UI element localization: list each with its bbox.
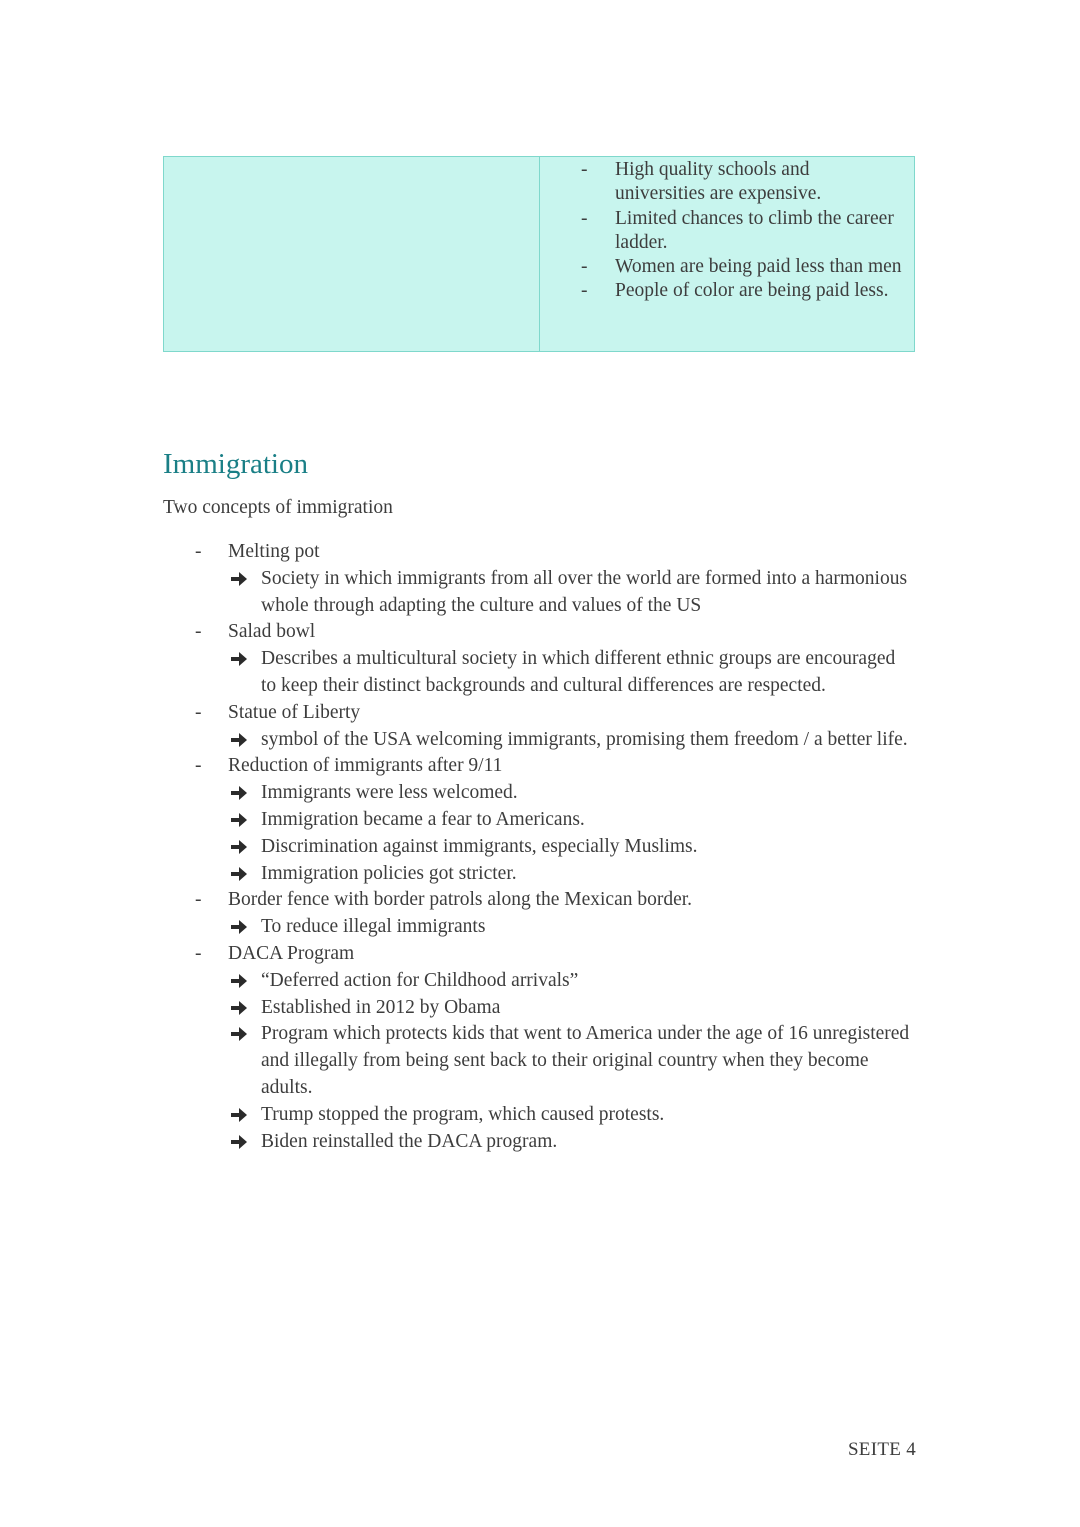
sub-item-text: To reduce illegal immigrants bbox=[261, 916, 486, 938]
list-item-text: Border fence with border patrols along the Mexican border. bbox=[228, 889, 693, 911]
sub-item-text: Biden reinstalled the DACA program. bbox=[261, 1130, 558, 1152]
dash-marker: - bbox=[581, 256, 588, 278]
dash-marker: - bbox=[581, 207, 588, 229]
sub-item-text: Program which protects kids that went to America under the age of 16 unregistered and illegally from being sent back to their original country when they become adults. bbox=[261, 1023, 910, 1098]
sub-list-item bbox=[0, 968, 1080, 995]
sub-item-text: symbol of the USA welcoming immigrants, promising them freedom / a better life. bbox=[261, 728, 908, 750]
table bbox=[163, 156, 915, 352]
right-arrow-icon bbox=[229, 997, 249, 1019]
dash-marker: - bbox=[195, 942, 202, 964]
list-item bbox=[0, 941, 1080, 1155]
right-arrow-icon bbox=[229, 970, 249, 992]
right-arrow-icon bbox=[229, 568, 249, 590]
section-intro: Two concepts of immigration bbox=[163, 497, 393, 518]
dash-marker: - bbox=[581, 280, 588, 302]
table-list-item bbox=[540, 255, 914, 279]
list-item-text: Reduction of immigrants after 9/11 bbox=[228, 755, 503, 777]
right-arrow-icon bbox=[229, 729, 249, 751]
sub-list-item bbox=[0, 861, 1080, 888]
section-title: Immigration bbox=[163, 448, 308, 480]
dash-marker: - bbox=[195, 621, 202, 643]
right-arrow-icon bbox=[229, 916, 249, 938]
immigration-list bbox=[0, 539, 1080, 1155]
list-item bbox=[0, 700, 1080, 754]
sub-list bbox=[0, 646, 1080, 700]
sub-item-text: Established in 2012 by Obama bbox=[261, 996, 501, 1018]
sub-item-text: Trump stopped the program, which caused protests. bbox=[261, 1103, 665, 1125]
list-item-text: Salad bowl bbox=[228, 621, 316, 643]
table-item-text: People of color are being paid less. bbox=[615, 280, 889, 302]
list-item bbox=[0, 753, 1080, 887]
dash-marker: - bbox=[195, 755, 202, 777]
sub-item-text: Immigration policies got stricter. bbox=[261, 862, 517, 884]
right-arrow-icon bbox=[229, 809, 249, 831]
sub-list-item bbox=[0, 1102, 1080, 1129]
sub-item-text: Describes a multicultural society in which different ethnic groups are encouraged to keep their distinct backgrounds and cultural differences are respected. bbox=[261, 648, 896, 696]
sub-list-item bbox=[0, 834, 1080, 861]
dash-marker: - bbox=[195, 701, 202, 723]
right-arrow-icon bbox=[229, 782, 249, 804]
sub-list-item bbox=[0, 646, 1080, 700]
sub-list bbox=[0, 727, 1080, 754]
sub-list-item bbox=[0, 995, 1080, 1022]
list-item bbox=[0, 619, 1080, 699]
sub-item-text: Immigration became a fear to Americans. bbox=[261, 808, 585, 830]
right-arrow-icon bbox=[229, 836, 249, 858]
right-arrow-icon bbox=[229, 648, 249, 670]
sub-list-item bbox=[0, 1129, 1080, 1156]
table-list-item bbox=[540, 279, 914, 303]
list-item bbox=[0, 539, 1080, 619]
list-item-label bbox=[0, 700, 1080, 727]
table-item-text: Women are being paid less than men bbox=[615, 256, 902, 278]
list-item-text: Melting pot bbox=[228, 541, 320, 562]
sub-list-item bbox=[0, 1021, 1080, 1101]
sub-item-text: “Deferred action for Childhood arrivals” bbox=[261, 969, 579, 991]
list-item-label bbox=[0, 539, 1080, 566]
dash-marker: - bbox=[195, 541, 202, 562]
sub-list-item bbox=[0, 727, 1080, 754]
table-item-text: Limited chances to climb the career ladder. bbox=[615, 207, 894, 253]
sub-list-item bbox=[0, 807, 1080, 834]
list-item-label bbox=[0, 887, 1080, 914]
table-cell-left bbox=[164, 157, 540, 351]
list-item-text: Statue of Liberty bbox=[228, 701, 361, 723]
list-item-label bbox=[0, 619, 1080, 646]
sub-list-item bbox=[0, 914, 1080, 941]
table-list-item bbox=[540, 207, 914, 256]
table-cell-right bbox=[540, 157, 914, 351]
sub-list bbox=[0, 914, 1080, 941]
list-item-label bbox=[0, 753, 1080, 780]
right-arrow-icon bbox=[229, 1131, 249, 1153]
list-item bbox=[0, 887, 1080, 941]
sub-list bbox=[0, 968, 1080, 1156]
right-arrow-icon bbox=[229, 1104, 249, 1126]
table-item-text: High quality schools and universities are expensive. bbox=[615, 159, 822, 205]
sub-item-text: Discrimination against immigrants, especially Muslims. bbox=[261, 835, 698, 857]
list-item-label bbox=[0, 941, 1080, 968]
dash-marker: - bbox=[581, 159, 588, 180]
right-arrow-icon bbox=[229, 863, 249, 885]
table-list-item bbox=[540, 158, 914, 207]
page-number: SEITE 4 bbox=[847, 1439, 916, 1460]
right-arrow-icon bbox=[229, 1023, 249, 1045]
sub-item-text: Immigrants were less welcomed. bbox=[261, 782, 518, 804]
sub-list bbox=[0, 780, 1080, 887]
table-bullet-list bbox=[540, 158, 914, 304]
sub-list-item bbox=[0, 566, 1080, 620]
sub-list bbox=[0, 566, 1080, 620]
list-item-text: DACA Program bbox=[228, 942, 355, 964]
sub-list-item bbox=[0, 780, 1080, 807]
dash-marker: - bbox=[195, 889, 202, 911]
sub-item-text: Society in which immigrants from all over the world are formed into a harmonious whole through adapting the culture and values of the US bbox=[261, 567, 908, 616]
